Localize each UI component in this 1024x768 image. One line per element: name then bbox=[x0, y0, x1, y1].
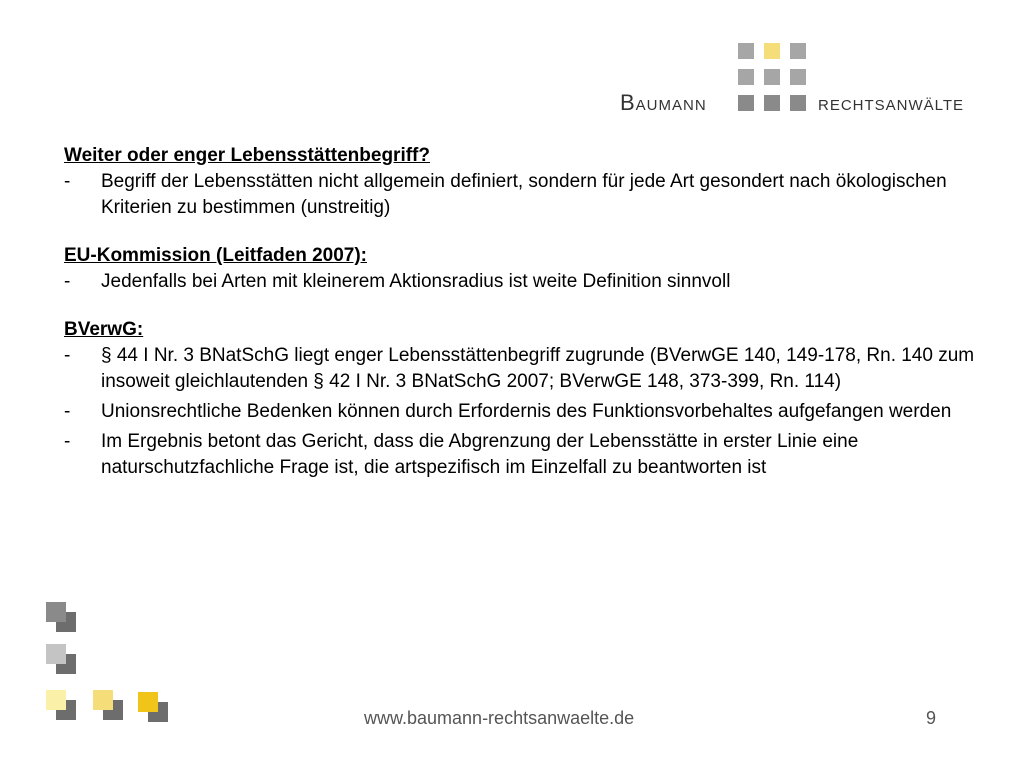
list-item bbox=[64, 399, 1004, 425]
deco-square bbox=[138, 692, 158, 712]
logo-square bbox=[764, 43, 780, 59]
section-bverwg bbox=[64, 317, 1004, 481]
deco-square bbox=[46, 644, 66, 664]
deco-square bbox=[46, 602, 66, 622]
list-item-text: Im Ergebnis betont das Gericht, dass die Abgrenzung der Lebensstätte in erster Linie eine naturschutzfachliche Frage ist, die artspezifisch im Einzelfall zu beantworten ist bbox=[101, 431, 859, 478]
logo-square bbox=[764, 69, 780, 85]
bullet-dash: - bbox=[64, 271, 71, 292]
section-eu-commission bbox=[64, 243, 1004, 295]
list-item bbox=[64, 343, 1004, 395]
bullet-dash: - bbox=[64, 345, 71, 366]
section-heading: Weiter oder enger Lebensstättenbegriff? bbox=[64, 145, 430, 166]
brand-name-left: Baumann bbox=[620, 90, 707, 115]
logo-square bbox=[738, 69, 754, 85]
list-item-text: Jedenfalls bei Arten mit kleinerem Aktionsradius ist weite Definition sinnvoll bbox=[101, 271, 731, 292]
list-item bbox=[64, 269, 1004, 295]
logo-square bbox=[738, 95, 754, 111]
logo bbox=[0, 0, 1024, 120]
list-item bbox=[64, 429, 1004, 481]
logo-square bbox=[790, 69, 806, 85]
logo-square bbox=[764, 95, 780, 111]
section-scope bbox=[64, 143, 1004, 221]
list-item bbox=[64, 169, 1004, 221]
bullet-dash: - bbox=[64, 401, 71, 422]
logo-square bbox=[790, 43, 806, 59]
section-heading: BVerwG: bbox=[64, 319, 144, 340]
bullet-dash: - bbox=[64, 171, 71, 192]
list-item-text: Unionsrechtliche Bedenken können durch Erfordernis des Funktionsvorbehaltes aufgefangen werden bbox=[101, 401, 952, 422]
decorative-squares bbox=[0, 590, 200, 730]
deco-square bbox=[93, 690, 113, 710]
page-number: 9 bbox=[926, 708, 937, 728]
deco-square bbox=[46, 690, 66, 710]
section-heading: EU-Kommission (Leitfaden 2007): bbox=[64, 245, 367, 266]
logo-square bbox=[790, 95, 806, 111]
brand-name-right: rechtsanwälte bbox=[818, 90, 965, 115]
list-item-text: § 44 I Nr. 3 BNatSchG liegt enger Lebensstättenbegriff zugrunde (BVerwGE 140, 149-178, Rn. 140 zum insoweit gleichlautenden § 42 I Nr. 3 BNatSchG 2007; BVerwGE 148, 373-399, Rn. 114) bbox=[101, 345, 975, 392]
list-item-text: Begriff der Lebensstätten nicht allgemein definiert, sondern für jede Art gesondert nach ökologischen Kriterien zu bestimmen (unstreitig) bbox=[101, 171, 947, 218]
logo-square bbox=[738, 43, 754, 59]
slide-content bbox=[64, 143, 1004, 503]
bullet-dash: - bbox=[64, 431, 71, 452]
footer-url: www.baumann-rechtsanwaelte.de bbox=[364, 708, 635, 728]
